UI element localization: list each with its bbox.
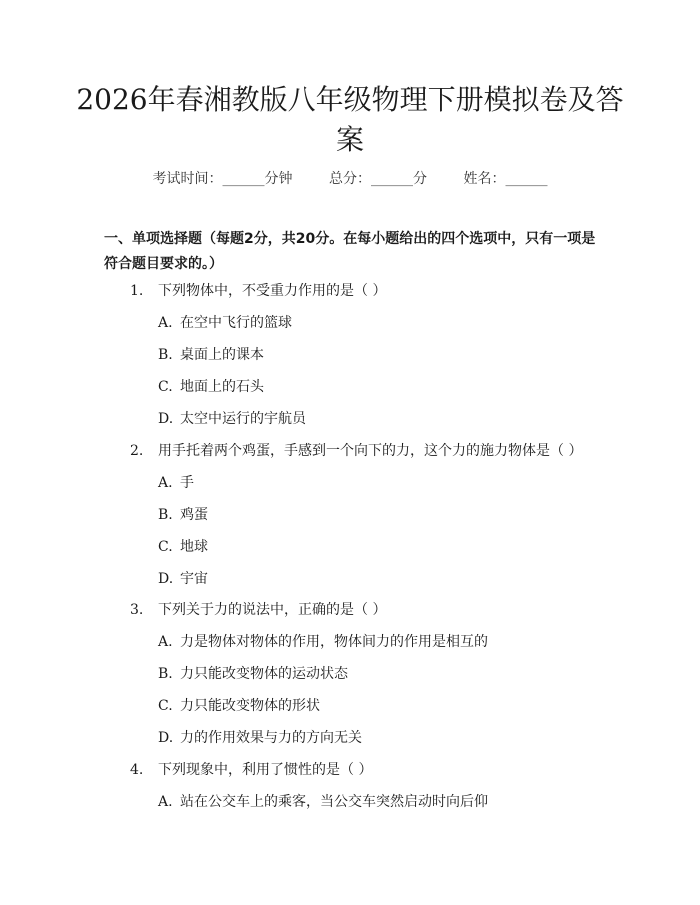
section-heading [104, 227, 604, 277]
option-text: 太空中运行的宇航员 [180, 411, 306, 427]
option-letter: B. [158, 507, 173, 523]
option-letter: C. [158, 379, 173, 395]
exam-time-field: 考试时间：______分钟 [152, 171, 293, 187]
section-heading-line-2: 符合题目要求的。） [104, 256, 223, 272]
option-letter: C. [158, 698, 173, 714]
section-heading-line-1: 一、单项选择题（每题2分，共20分。在每小题给出的四个选项中，只有一项是 [104, 231, 596, 247]
question-stem: 用手托着两个鸡蛋，手感到一个向下的力，这个力的施力物体是（ ） [158, 443, 583, 459]
option-text: 力的作用效果与力的方向无关 [180, 730, 362, 746]
option-text: 站在公交车上的乘客，当公交车突然启动时向后仰 [180, 794, 488, 810]
question-stem: 下列物体中，不受重力作用的是（ ） [158, 283, 387, 299]
option-letter: C. [158, 539, 173, 555]
question-1-option-c [158, 377, 264, 397]
question-2-option-d [158, 569, 208, 589]
option-text: 力只能改变物体的运动状态 [180, 666, 348, 682]
exam-meta [0, 168, 700, 188]
option-letter: A. [158, 315, 173, 331]
question-3 [130, 600, 386, 620]
option-text: 手 [180, 475, 194, 491]
option-text: 宇宙 [180, 571, 208, 587]
option-text: 地面上的石头 [180, 379, 264, 395]
name-field: 姓名：______ [463, 171, 548, 187]
question-number: 1. [130, 283, 144, 299]
question-2-option-c [158, 537, 208, 557]
question-stem: 下列现象中，利用了惯性的是（ ） [158, 762, 373, 778]
option-letter: B. [158, 666, 173, 682]
question-4-option-a [158, 792, 488, 812]
question-4 [130, 760, 372, 780]
document-title [60, 80, 640, 160]
question-3-option-b [158, 664, 348, 684]
question-1-option-a [158, 313, 292, 333]
option-letter: A. [158, 475, 173, 491]
title-line-1: 2026年春湘教版八年级物理下册模拟卷及答 [76, 83, 624, 116]
question-1-option-d [158, 409, 306, 429]
option-text: 地球 [180, 539, 208, 555]
option-letter: D. [158, 411, 174, 427]
total-score-field: 总分：______分 [329, 171, 427, 187]
option-text: 力是物体对物体的作用，物体间力的作用是相互的 [180, 634, 488, 650]
question-2-option-a [158, 473, 194, 493]
question-3-option-a [158, 632, 488, 652]
option-letter: B. [158, 347, 173, 363]
question-stem: 下列关于力的说法中，正确的是（ ） [158, 602, 387, 618]
option-text: 鸡蛋 [180, 507, 208, 523]
question-2-option-b [158, 505, 208, 525]
option-text: 桌面上的课本 [180, 347, 264, 363]
title-line-2: 案 [335, 123, 364, 156]
question-number: 4. [130, 762, 144, 778]
question-number: 2. [130, 443, 144, 459]
option-text: 在空中飞行的篮球 [180, 315, 292, 331]
question-1-option-b [158, 345, 264, 365]
question-2 [130, 441, 582, 461]
option-letter: A. [158, 634, 173, 650]
question-3-option-c [158, 696, 320, 716]
question-3-option-d [158, 728, 362, 748]
question-number: 3. [130, 602, 144, 618]
option-letter: D. [158, 730, 174, 746]
option-letter: A. [158, 794, 173, 810]
option-letter: D. [158, 571, 174, 587]
question-1 [130, 281, 386, 301]
option-text: 力只能改变物体的形状 [180, 698, 320, 714]
